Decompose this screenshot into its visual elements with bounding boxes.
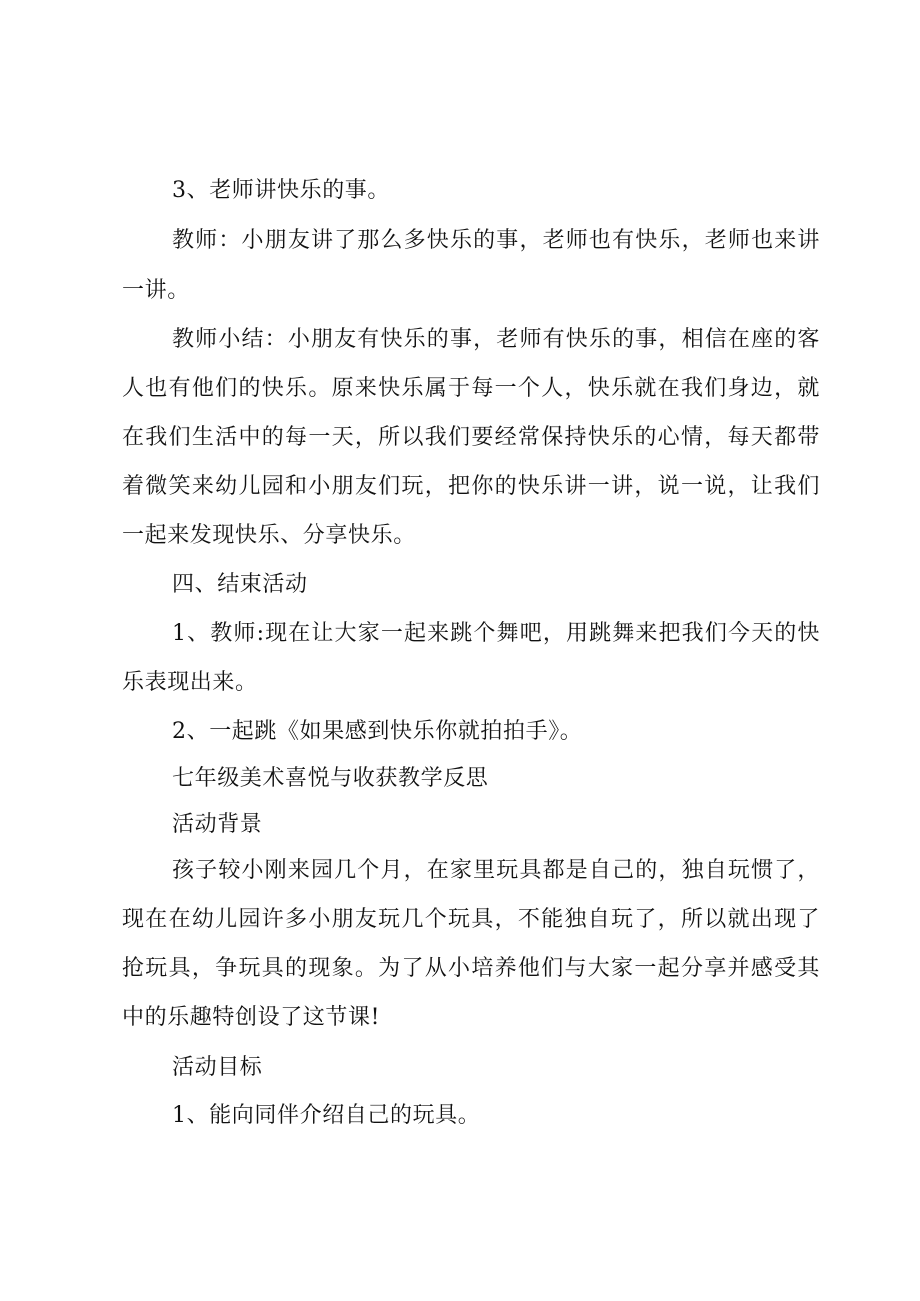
text-line: 中的乐趣特创设了这节课!: [122, 1005, 381, 1030]
text-line: 1、教师:现在让大家一起来跳个舞吧，用跳舞来把我们今天的快: [172, 621, 820, 646]
text-line: 3、老师讲快乐的事。: [172, 178, 390, 203]
text-line: 人也有他们的快乐。原来快乐属于每一个人，快乐就在我们身边，就: [122, 376, 820, 401]
text-line: 2、一起跳《如果感到快乐你就拍拍手》。: [172, 719, 583, 744]
text-line: 1、能向同伴介绍自己的玩具。: [172, 1103, 481, 1128]
text-line: 教师：小朋友讲了那么多快乐的事，老师也有快乐，老师也来讲: [172, 228, 820, 253]
text-line: 一起来发现快乐、分享快乐。: [122, 523, 416, 548]
text-line: 抢玩具，争玩具的现象。为了从小培养他们与大家一起分享并感受其: [122, 956, 820, 981]
text-line: 教师小结：小朋友有快乐的事，老师有快乐的事，相信在座的客: [172, 327, 820, 352]
text-line: 一讲。: [122, 278, 190, 303]
section-heading: 活动目标: [172, 1055, 263, 1080]
section-heading: 活动背景: [172, 812, 263, 837]
text-line: 在我们生活中的每一天，所以我们要经常保持快乐的心情，每天都带: [122, 425, 820, 450]
text-line: 乐表现出来。: [122, 670, 258, 695]
section-heading: 七年级美术喜悦与收获教学反思: [172, 766, 489, 791]
text-line: 孩子较小刚来园几个月，在家里玩具都是自己的，独自玩惯了，: [172, 858, 820, 883]
section-heading: 四、结束活动: [172, 572, 308, 597]
text-line: 着微笑来幼儿园和小朋友们玩，把你的快乐讲一讲，说一说，让我们: [122, 474, 820, 499]
text-line: 现在在幼儿园许多小朋友玩几个玩具，不能独自玩了，所以就出现了: [122, 907, 820, 932]
